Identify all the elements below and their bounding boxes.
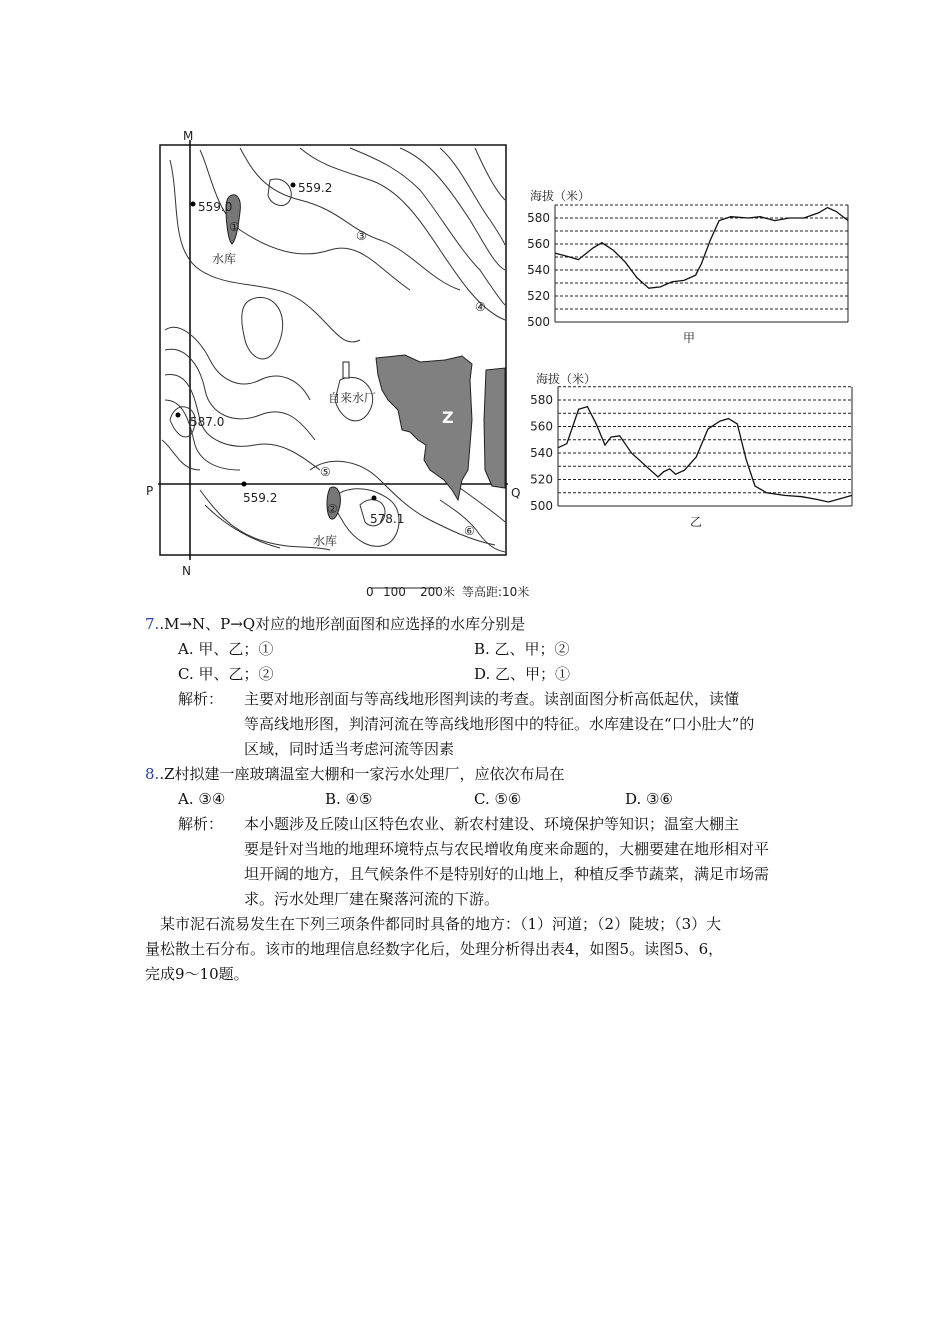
elev-point-3: 587.0 [190, 415, 225, 429]
scale-tick-100: 100 [383, 585, 406, 599]
y-tick-label: 520 [530, 472, 553, 487]
contour-interval: 等高距:10米 [462, 585, 530, 599]
elev-point-2: 559.0 [198, 200, 233, 214]
axis-title: 海拔（米） [536, 372, 597, 386]
scale-tick-0: 0 [366, 585, 374, 599]
y-tick-label: 560 [530, 419, 553, 434]
profile-name: 乙 [690, 515, 703, 529]
circled-2: ② [327, 502, 338, 516]
intro-paragraph: 某市泥石流易发生在下列三项条件都同时具备的地方：（1）河道；（2）陡坡；（3）大 量松散土石分布。该市的地理信息经数字化后，处理分析得出表4，如图5。读图5、6， 完成9～10题。 [145, 915, 724, 983]
elev-point-1: 559.2 [298, 181, 333, 195]
letter-m: M [183, 129, 194, 143]
letter-p: P [146, 484, 154, 498]
q8-option-d: D. ③⑥ [625, 790, 673, 808]
elev-point-4: 559.2 [243, 491, 278, 505]
y-tick-label: 520 [527, 289, 550, 303]
q8-option-b: B. ④⑤ [325, 790, 373, 808]
q8-option-c: C. ⑤⑥ [474, 790, 522, 808]
q7-option-a: A. 甲、乙；① [178, 640, 274, 658]
circled-6: ⑥ [464, 524, 475, 538]
y-tick-label: 580 [530, 393, 553, 407]
letter-q: Q [511, 486, 521, 500]
q8-explanation: 解析： 本小题涉及丘陵山区特色农业、新农村建设、环境保护等知识；温室大棚主 要是针对当地的地理环境特点与农民增收角度来命题的，大棚要建在地形相对平 坦开阔的地方，且气候条件不是特别好的山地上，种植反季节蔬菜，满足市场需 求。污水处理厂建在聚落河流的下游。 [178, 815, 770, 908]
q8-option-a: A. ③④ [178, 790, 226, 808]
circled-5: ⑤ [320, 465, 331, 479]
q7-option-c: C. 甲、乙；② [178, 665, 274, 683]
village-label: Z [442, 408, 454, 427]
y-tick-label: 560 [527, 237, 550, 251]
reservoir-label-1: 水库 [212, 252, 237, 266]
question-7-stem: 7..M→N、P→Q对应的地形剖面图和应选择的水库分别是 [145, 615, 526, 633]
y-tick-label: 540 [530, 446, 553, 460]
question-8-stem: 8..Z村拟建一座玻璃温室大棚和一家污水处理厂，应依次布局在 [145, 765, 565, 783]
profile-line [558, 407, 852, 502]
y-tick-label: 580 [527, 211, 550, 225]
axis-title: 海拔（米） [530, 189, 591, 203]
y-tick-label: 540 [527, 263, 550, 277]
circled-1: ① [229, 220, 240, 234]
y-tick-label: 500 [527, 315, 550, 329]
figure [0, 0, 950, 610]
q7-explanation: 解析： 主要对地形剖面与等高线地形图判读的考查。读剖面图分析高低起伏，读懂 等高线地形图，判清河流在等高线地形图中的特征。水库建设在“口小肚大”的 区域，同时适当考虑河流等因素 [178, 690, 755, 758]
circled-4: ④ [475, 300, 486, 314]
reservoir-label-2: 水库 [313, 534, 338, 548]
y-tick-label: 500 [530, 499, 553, 513]
profile-name: 甲 [683, 331, 696, 345]
scale-tick-200: 200米 [420, 585, 455, 599]
circled-3: ③ [356, 229, 367, 243]
q7-option-d: D. 乙、甲；① [474, 665, 571, 683]
q7-option-b: B. 乙、甲；② [474, 640, 570, 658]
waterworks-label: 自来水厂 [328, 391, 377, 405]
letter-n: N [182, 564, 191, 578]
elev-point-5: 578.1 [370, 512, 405, 526]
profile-chart-yi [0, 0, 950, 610]
